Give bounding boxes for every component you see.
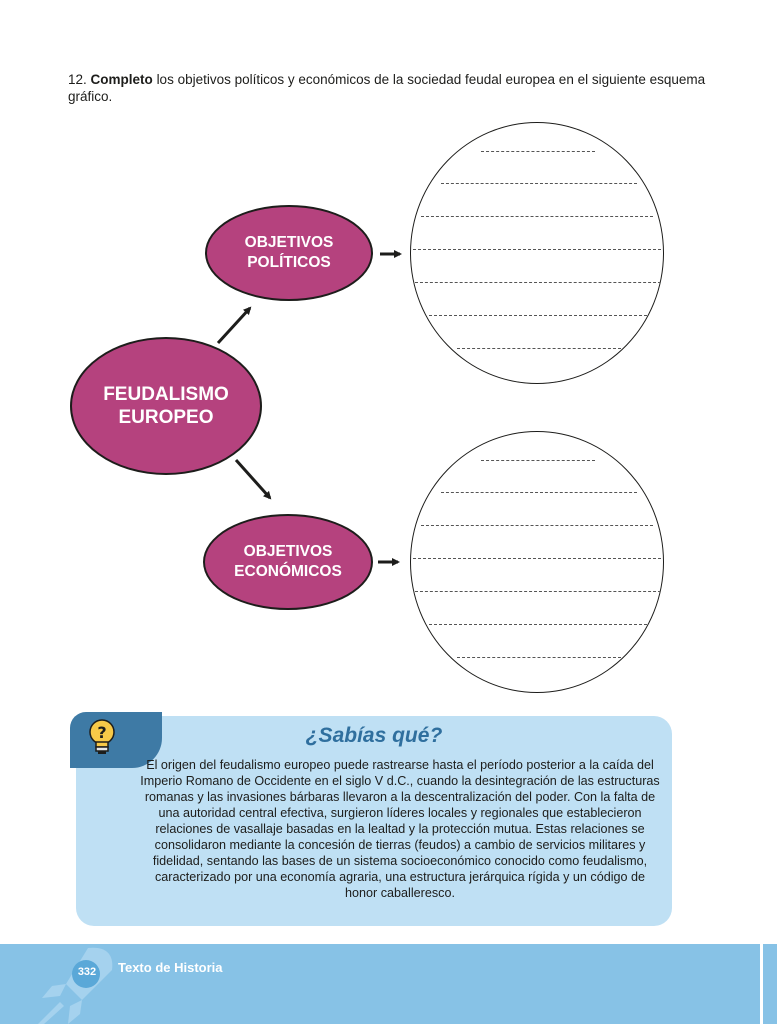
arrow-to-economic bbox=[236, 460, 270, 498]
svg-text:?: ? bbox=[97, 723, 107, 742]
rocket-icon bbox=[30, 944, 120, 1024]
answer-line bbox=[415, 591, 661, 592]
feudalism-line-1: FEUDALISMO bbox=[103, 384, 229, 405]
economic-answer-circle[interactable] bbox=[410, 431, 664, 693]
did-you-know-title: ¿Sabías qué? bbox=[305, 724, 443, 747]
economic-line-2: ECONÓMICOS bbox=[234, 563, 342, 580]
answer-line bbox=[413, 249, 661, 250]
answer-line bbox=[429, 315, 647, 316]
economic-line-1: OBJETIVOS bbox=[243, 543, 333, 560]
answer-line bbox=[457, 657, 621, 658]
instruction-number: 12. bbox=[68, 72, 87, 87]
footer-right-band bbox=[763, 944, 777, 1024]
instruction-verb: Completo bbox=[90, 72, 153, 87]
feudalism-ellipse bbox=[70, 337, 262, 475]
economic-objectives-ellipse bbox=[203, 514, 373, 610]
political-answer-circle[interactable] bbox=[410, 122, 664, 384]
answer-line bbox=[415, 282, 661, 283]
answer-line bbox=[441, 183, 637, 184]
arrow-to-political bbox=[218, 308, 250, 343]
answer-line bbox=[457, 348, 621, 349]
political-line-1: OBJETIVOS bbox=[244, 234, 334, 251]
answer-line bbox=[441, 492, 637, 493]
did-you-know-text: El origen del feudalismo europeo puede rastrearse hasta el período posterior a la caída del Imperio Romano de Occidente en el siglo V d.C., cuando la desintegración de las estructuras romanas y las invasiones bárbaras llevaron a la descentralización del poder. Con la falta de una autoridad central efectiva, surgieron líderes locales y regionales que establecieron relaciones de vasallaje basadas en la lealtad y la protección mutua. Estas relaciones se consolidaron mediante la concesión de tierras (feudos) a cambio de servicios militares y fidelidad, sentando las bases de un sistema socioeconómico conocido como feudalismo, caracterizado por una economía agraria, una estructura jerárquica rígida y un código de honor caballeresco. bbox=[140, 758, 660, 900]
political-line-2: POLÍTICOS bbox=[247, 254, 331, 271]
answer-line bbox=[481, 460, 595, 461]
feudalism-line-2: EUROPEO bbox=[118, 407, 214, 428]
answer-line bbox=[481, 151, 595, 152]
answer-line bbox=[421, 216, 653, 217]
page-number: 332 bbox=[77, 966, 97, 978]
book-title: Texto de Historia bbox=[118, 960, 223, 975]
answer-line bbox=[413, 558, 661, 559]
answer-line bbox=[421, 525, 653, 526]
instruction-body: los objetivos políticos y económicos de la sociedad feudal europea en el siguiente esquema gráfico. bbox=[68, 72, 706, 104]
political-objectives-ellipse bbox=[205, 205, 373, 301]
answer-line bbox=[429, 624, 647, 625]
